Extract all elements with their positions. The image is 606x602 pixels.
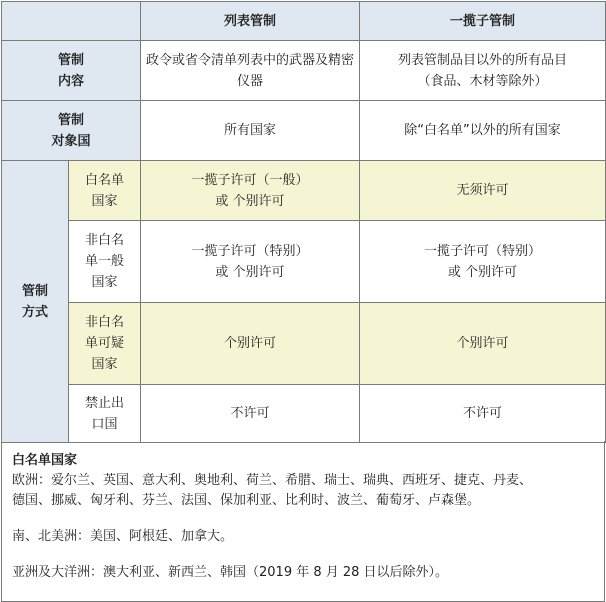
- white-list-notes: [1, 441, 605, 602]
- notes-europe-line-1: 欧洲：爱尔兰、英国、意大利、奥地利、荷兰、希腊、瑞士、瑞典、西班牙、捷克、丹麦、: [12, 473, 533, 488]
- method-non-white-general-col2: 一揽子许可（特别） 或 个别许可: [360, 221, 606, 303]
- sub-label-non-white-general: 非白名 单一般 国家: [69, 221, 141, 303]
- row-label-method: 管制 方式: [2, 161, 69, 443]
- method-non-white-general-col1: 一揽子许可（特别） 或 个别许可: [141, 221, 360, 303]
- sub-label-non-white-suspect: 非白名 单可疑 国家: [69, 303, 141, 385]
- corner-cell: [2, 2, 141, 41]
- method-non-white-suspect-col2: 个别许可: [360, 303, 606, 385]
- notes-europe-line-2: 德国、挪威、匈牙利、芬兰、法国、保加利亚、比利时、波兰、葡萄牙、卢森堡。: [12, 493, 481, 508]
- method-white-list-col2: 无须许可: [360, 161, 606, 221]
- method-prohibited-col2: 不许可: [360, 385, 606, 443]
- header-catch-all-control: 一揽子管制: [360, 2, 606, 41]
- method-non-white-suspect-col1: 个别许可: [141, 303, 360, 385]
- target-list-control: 所有国家: [141, 101, 360, 161]
- content-catch-all-control: 列表管制品目以外的所有品目 （食品、木材等除外）: [360, 41, 606, 101]
- sub-label-prohibited: 禁止出 口国: [69, 385, 141, 443]
- notes-americas: 南、北美洲：美国、阿根廷、加拿大。: [12, 529, 234, 544]
- notes-asia: 亚洲及大洋洲：澳大利亚、新西兰、韩国（2019 年 8 月 28 日以后除外）。: [12, 565, 449, 580]
- target-catch-all-control: 除“白名单”以外的所有国家: [360, 101, 606, 161]
- notes-title: 白名单国家: [12, 453, 78, 468]
- row-label-content: 管制 内容: [2, 41, 141, 101]
- header-list-control: 列表管制: [141, 2, 360, 41]
- method-white-list-col1: 一揽子许可（一般） 或 个别许可: [141, 161, 360, 221]
- method-prohibited-col1: 不许可: [141, 385, 360, 443]
- sub-label-white-list: 白名单 国家: [69, 161, 141, 221]
- content-list-control: 政令或省令清单列表中的武器及精密仪器: [141, 41, 360, 101]
- export-control-table: [1, 1, 606, 443]
- row-label-target: 管制 对象国: [2, 101, 141, 161]
